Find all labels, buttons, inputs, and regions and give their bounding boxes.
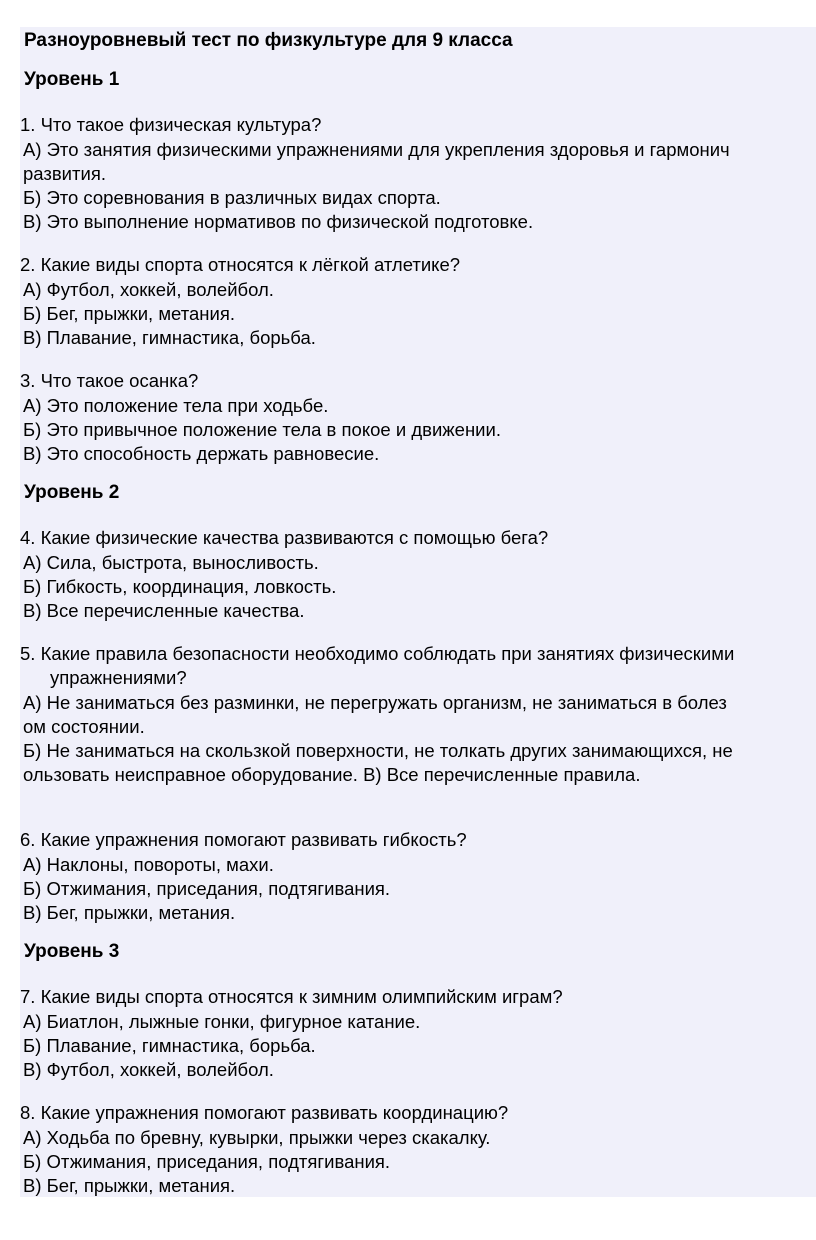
q5-answer-a-cont: ом состоянии. xyxy=(23,716,145,737)
question-6: 6. Какие упражнения помогают развивать гибкость? xyxy=(20,829,467,850)
q3-answer-a: А) Это положение тела при ходьбе. xyxy=(23,395,329,416)
document-page xyxy=(20,27,816,1197)
q1-answer-c: В) Это выполнение нормативов по физической подготовке. xyxy=(23,211,534,232)
q1-answer-a: А) Это занятия физическими упражнениями для укрепления здоровья и гармонич xyxy=(23,139,730,160)
q2-answer-c: В) Плавание, гимнастика, борьба. xyxy=(23,327,316,348)
question-8: 8. Какие упражнения помогают развивать координацию? xyxy=(20,1102,509,1123)
q2-answer-a: А) Футбол, хоккей, волейбол. xyxy=(23,279,274,300)
question-7: 7. Какие виды спорта относятся к зимним олимпийским играм? xyxy=(20,986,563,1007)
q6-answer-a: А) Наклоны, повороты, махи. xyxy=(23,854,274,875)
q5-answer-a: А) Не заниматься без разминки, не перегружать организм, не заниматься в болез xyxy=(23,692,727,713)
question-1: 1. Что такое физическая культура? xyxy=(20,114,322,135)
level-3-heading: Уровень 3 xyxy=(24,941,120,962)
question-2: 2. Какие виды спорта относятся к лёгкой атлетике? xyxy=(20,254,461,275)
question-4: 4. Какие физические качества развиваются с помощью бега? xyxy=(20,527,549,548)
question-5: 5. Какие правила безопасности необходимо соблюдать при занятиях физическими xyxy=(20,643,735,664)
q7-answer-a: А) Биатлон, лыжные гонки, фигурное катание. xyxy=(23,1011,421,1032)
level-2-heading: Уровень 2 xyxy=(24,482,120,503)
q3-answer-b: Б) Это привычное положение тела в покое и движении. xyxy=(23,419,501,440)
q5-answer-b: Б) Не заниматься на скользкой поверхности, не толкать других занимающихся, не xyxy=(23,740,733,761)
q7-answer-b: Б) Плавание, гимнастика, борьба. xyxy=(23,1035,316,1056)
q8-answer-a: А) Ходьба по бревну, кувырки, прыжки через скакалку. xyxy=(23,1127,491,1148)
q4-answer-c: В) Все перечисленные качества. xyxy=(23,600,305,621)
q5-answer-b-cont: ользовать неисправное оборудование. В) Все перечисленные правила. xyxy=(23,764,641,785)
question-5-cont: упражнениями? xyxy=(50,667,187,688)
q6-answer-b: Б) Отжимания, приседания, подтягивания. xyxy=(23,878,391,899)
q7-answer-c: В) Футбол, хоккей, волейбол. xyxy=(23,1059,274,1080)
document-title: Разноуровневый тест по физкультуре для 9 класса xyxy=(24,30,513,51)
q2-answer-b: Б) Бег, прыжки, метания. xyxy=(23,303,235,324)
q4-answer-b: Б) Гибкость, координация, ловкость. xyxy=(23,576,337,597)
level-1-heading: Уровень 1 xyxy=(24,69,120,90)
q8-answer-c: В) Бег, прыжки, метания. xyxy=(23,1175,236,1196)
q8-answer-b: Б) Отжимания, приседания, подтягивания. xyxy=(23,1151,391,1172)
q1-answer-b: Б) Это соревнования в различных видах спорта. xyxy=(23,187,441,208)
q6-answer-c: В) Бег, прыжки, метания. xyxy=(23,902,236,923)
q3-answer-c: В) Это способность держать равновесие. xyxy=(23,443,380,464)
q4-answer-a: А) Сила, быстрота, выносливость. xyxy=(23,552,319,573)
question-3: 3. Что такое осанка? xyxy=(20,370,199,391)
q1-answer-a-cont: развития. xyxy=(23,163,106,184)
